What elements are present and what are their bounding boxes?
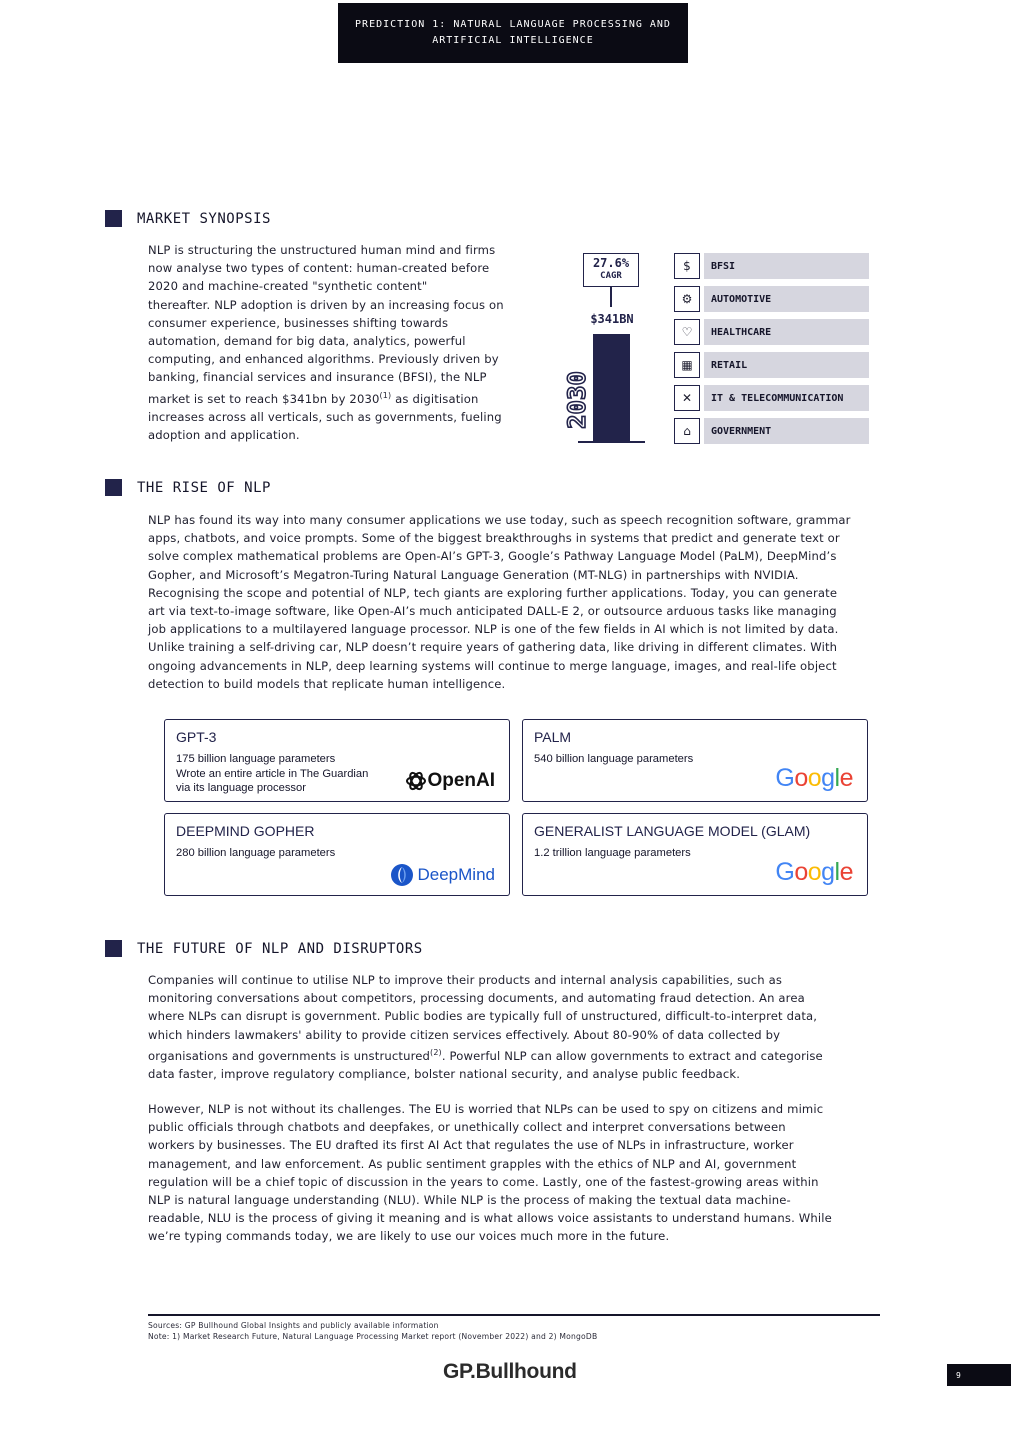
- heading-square-icon: [105, 210, 122, 227]
- google-letter: G: [775, 858, 795, 886]
- car-parts-icon: ⚙: [674, 286, 700, 312]
- government-building-icon: ⌂: [674, 418, 700, 444]
- deepmind-mark-icon: [390, 863, 414, 887]
- footnote-ref: (1): [379, 390, 392, 400]
- text-line: increases across all verticals, such as governments, fueling: [148, 409, 502, 424]
- sector-label: RETAIL: [704, 352, 869, 378]
- google-logo: [775, 858, 853, 887]
- text-line: apps, chatbots, and voice prompts. Some of the biggest breakthroughs in systems that predict and generate text or: [148, 531, 840, 546]
- text-line: However, NLP is not without its challenges. The EU is worried that NLPs can be used to spy on citizens and mimic: [148, 1102, 824, 1116]
- card-line: 1.2 trillion language parameters: [534, 847, 691, 859]
- text-segment: market is set to reach $341bn by 2030: [148, 391, 380, 406]
- text-line: Unlike training a self-driving car, NLP doesn’t require years of gathering data, like driving in different climates. With: [148, 640, 838, 655]
- money-bag-icon: $: [674, 253, 700, 279]
- stethoscope-icon: ♡: [674, 319, 700, 345]
- footnote-sources: Sources: GP Bullhound Global Insights and publicly available information: [148, 1321, 439, 1330]
- text-line: regulation will be a chief topic of discussion in the years to come. Lastly, one of the fastest-growing areas within: [148, 1174, 819, 1189]
- card-line: 280 billion language parameters: [176, 847, 336, 859]
- card-line: 540 billion language parameters: [534, 753, 694, 765]
- rise-of-nlp-text: [148, 511, 893, 693]
- page-number: 9: [947, 1364, 1011, 1386]
- future-paragraph-2: [148, 1100, 888, 1246]
- text-line: Recognising the scope and potential of NLP, tech giants are exploring further applications. Today, you can generate: [148, 585, 838, 600]
- text-segment: organisations and governments is unstructured: [148, 1048, 431, 1063]
- market-synopsis-text: [148, 241, 538, 444]
- google-letter: G: [775, 764, 795, 792]
- card-title: GENERALIST LANGUAGE MODEL (GLAM): [534, 823, 811, 839]
- text-line: automation, demand for big data, analytics, powerful: [148, 334, 466, 349]
- google-letter: o: [807, 858, 822, 886]
- sector-label: BFSI: [704, 253, 869, 279]
- text-line: we’re typing commands today, we are likely to use our voices much more in the future.: [148, 1229, 670, 1244]
- sector-bfsi: [674, 253, 869, 279]
- sector-government: [674, 418, 869, 444]
- future-paragraph-1: [148, 971, 888, 1083]
- sector-it-telecom: [674, 385, 869, 411]
- sector-label: HEALTHCARE: [704, 319, 869, 345]
- text-segment: as digitisation: [391, 391, 479, 406]
- card-description: [534, 846, 691, 861]
- text-line: NLP is structuring the unstructured human mind and firms: [148, 243, 496, 257]
- text-line: ongoing advancements in NLP, deep learning systems will continue to merge language, images, and real-life object: [148, 658, 837, 673]
- heading-text: THE RISE OF NLP: [137, 479, 271, 496]
- card-description: [176, 846, 335, 861]
- sector-automotive: [674, 286, 869, 312]
- logo-text: OpenAI: [427, 770, 495, 791]
- model-card-gopher: [164, 813, 510, 896]
- text-line: Gopher, and Microsoft’s Megatron-Turing Natural Language Generation (MT-NLG) in partnerships with NVIDIA.: [148, 567, 799, 582]
- chart-baseline: [578, 441, 645, 443]
- logo-text: DeepMind: [417, 865, 495, 884]
- card-title: GPT-3: [176, 729, 217, 745]
- card-description: [534, 752, 693, 767]
- deepmind-logo: [390, 863, 496, 887]
- year-axis-label: [548, 360, 608, 440]
- text-line: detection to build models that replicate human intelligence.: [148, 676, 506, 691]
- footer-divider: [148, 1314, 880, 1316]
- year-label: 2030: [563, 371, 591, 429]
- text-line: NLP is natural language understanding (NLU). While NLP is the process of making the textual data machine-: [148, 1193, 791, 1208]
- card-title: PALM: [534, 729, 572, 745]
- model-card-glam: [522, 813, 868, 896]
- card-line: 175 billion language parameters: [176, 753, 336, 765]
- text-line: computing, and enhanced algorithms. Previously driven by: [148, 352, 499, 367]
- model-card-gpt3: [164, 719, 510, 802]
- card-description: [176, 752, 368, 796]
- text-line: [148, 1044, 888, 1065]
- google-letter: e: [839, 858, 853, 886]
- model-card-palm: [522, 719, 868, 802]
- text-line: NLP has found its way into many consumer applications we use today, such as speech recognition software, grammar: [148, 513, 851, 527]
- market-synopsis-heading: [105, 210, 271, 227]
- google-letter: e: [839, 764, 853, 792]
- heading-square-icon: [105, 940, 122, 957]
- text-segment: . Powerful NLP can allow governments to extract and categorise: [441, 1048, 823, 1063]
- card-title: DEEPMIND GOPHER: [176, 823, 315, 839]
- google-letter: o: [807, 764, 822, 792]
- text-line: adoption and application.: [148, 427, 300, 442]
- google-letter: g: [821, 858, 835, 886]
- google-letter: o: [794, 858, 808, 886]
- text-line: data faster, improve regulatory compliance, bolster national security, and analyse public feedback.: [148, 1066, 741, 1081]
- text-line: thereafter. NLP adoption is driven by an increasing focus on: [148, 297, 504, 312]
- text-line: public officials through chatbots and deepfakes, or unethically collect and interpret conversations between: [148, 1120, 786, 1135]
- section-banner: [338, 3, 688, 63]
- text-line: consumer experience, businesses shifting towards: [148, 315, 449, 330]
- text-line: Companies will continue to utilise NLP to improve their products and internal analysis capabilities, such as: [148, 973, 783, 987]
- cagr-label: CAGR: [600, 271, 622, 281]
- text-line: job applications to a multilayered language processor. NLP is one of the few fields in AI which is not limited by data.: [148, 622, 839, 637]
- heading-text: MARKET SYNOPSIS: [137, 210, 271, 227]
- google-logo: [775, 764, 853, 793]
- text-line: now analyse two types of content: human-created before: [148, 261, 490, 276]
- banner-line-2: ARTIFICIAL INTELLIGENCE: [432, 35, 594, 46]
- card-line: Wrote an entire article in The Guardian: [176, 767, 369, 780]
- text-line: readable, NLU is the process of giving it meaning and is what allows voice assistants to understand humans. While: [148, 1211, 832, 1226]
- store-icon: ▦: [674, 352, 700, 378]
- google-letter: g: [821, 764, 835, 792]
- future-of-nlp-heading: [105, 940, 423, 957]
- banner-line-1: PREDICTION 1: NATURAL LANGUAGE PROCESSING AND: [355, 19, 671, 30]
- text-line: which hinders lawmakers' ability to provide citizen services effectively. About 80-90% of data collected by: [148, 1027, 781, 1042]
- text-line: 2020 and machine-created "synthetic content": [148, 279, 428, 294]
- google-letter: l: [834, 858, 840, 886]
- bar-value-label: $341BN: [590, 312, 634, 326]
- text-line: solve complex mathematical problems are Open-AI’s GPT-3, Google’s Pathway Language Model (PaLM), DeepMind’s: [148, 549, 837, 564]
- text-line: monitoring conversations about competitors, processing documents, and automating fraud detection. An area: [148, 991, 805, 1006]
- brand-logo: GP.Bullhound: [443, 1360, 577, 1383]
- sector-label: IT & TELECOMMUNICATION: [704, 385, 869, 411]
- text-line: workers by businesses. The EU drafted its first AI Act that regulates the use of NLPs in infrastructure, worker: [148, 1138, 794, 1153]
- cagr-callout: [583, 253, 639, 287]
- footnote-ref: (2): [430, 1047, 442, 1057]
- text-line: banking, financial services and insurance (BFSI), the NLP: [148, 370, 487, 385]
- sector-label: GOVERNMENT: [704, 418, 869, 444]
- text-line: [148, 387, 538, 408]
- rise-of-nlp-heading: [105, 479, 271, 496]
- text-line: where NLPs can disrupt is government. Public bodies are typically full of unstructured, difficult-to-interpret data,: [148, 1009, 818, 1024]
- card-line: via its language processor: [176, 782, 306, 794]
- antenna-icon: ✕: [674, 385, 700, 411]
- google-letter: l: [834, 764, 840, 792]
- footnote-note: Note: 1) Market Research Future, Natural Language Processing Market report (November 2022) and 2) MongoDB: [148, 1332, 598, 1341]
- cagr-value: 27.6%: [592, 256, 630, 270]
- openai-logo: [405, 770, 495, 792]
- sector-label: AUTOMOTIVE: [704, 286, 869, 312]
- sector-retail: [674, 352, 869, 378]
- sector-healthcare: [674, 319, 869, 345]
- text-line: art via text-to-image software, like Open-AI’s much anticipated DALL-E 2, or outsource arduous tasks like managing: [148, 604, 837, 619]
- cagr-connector: [610, 287, 612, 307]
- heading-square-icon: [105, 479, 122, 496]
- text-line: management, and law enforcement. As public sentiment grapples with the ethics of NLP and AI, government: [148, 1156, 797, 1171]
- google-letter: o: [794, 764, 808, 792]
- openai-knot-icon: [405, 770, 427, 792]
- heading-text: THE FUTURE OF NLP AND DISRUPTORS: [137, 940, 423, 957]
